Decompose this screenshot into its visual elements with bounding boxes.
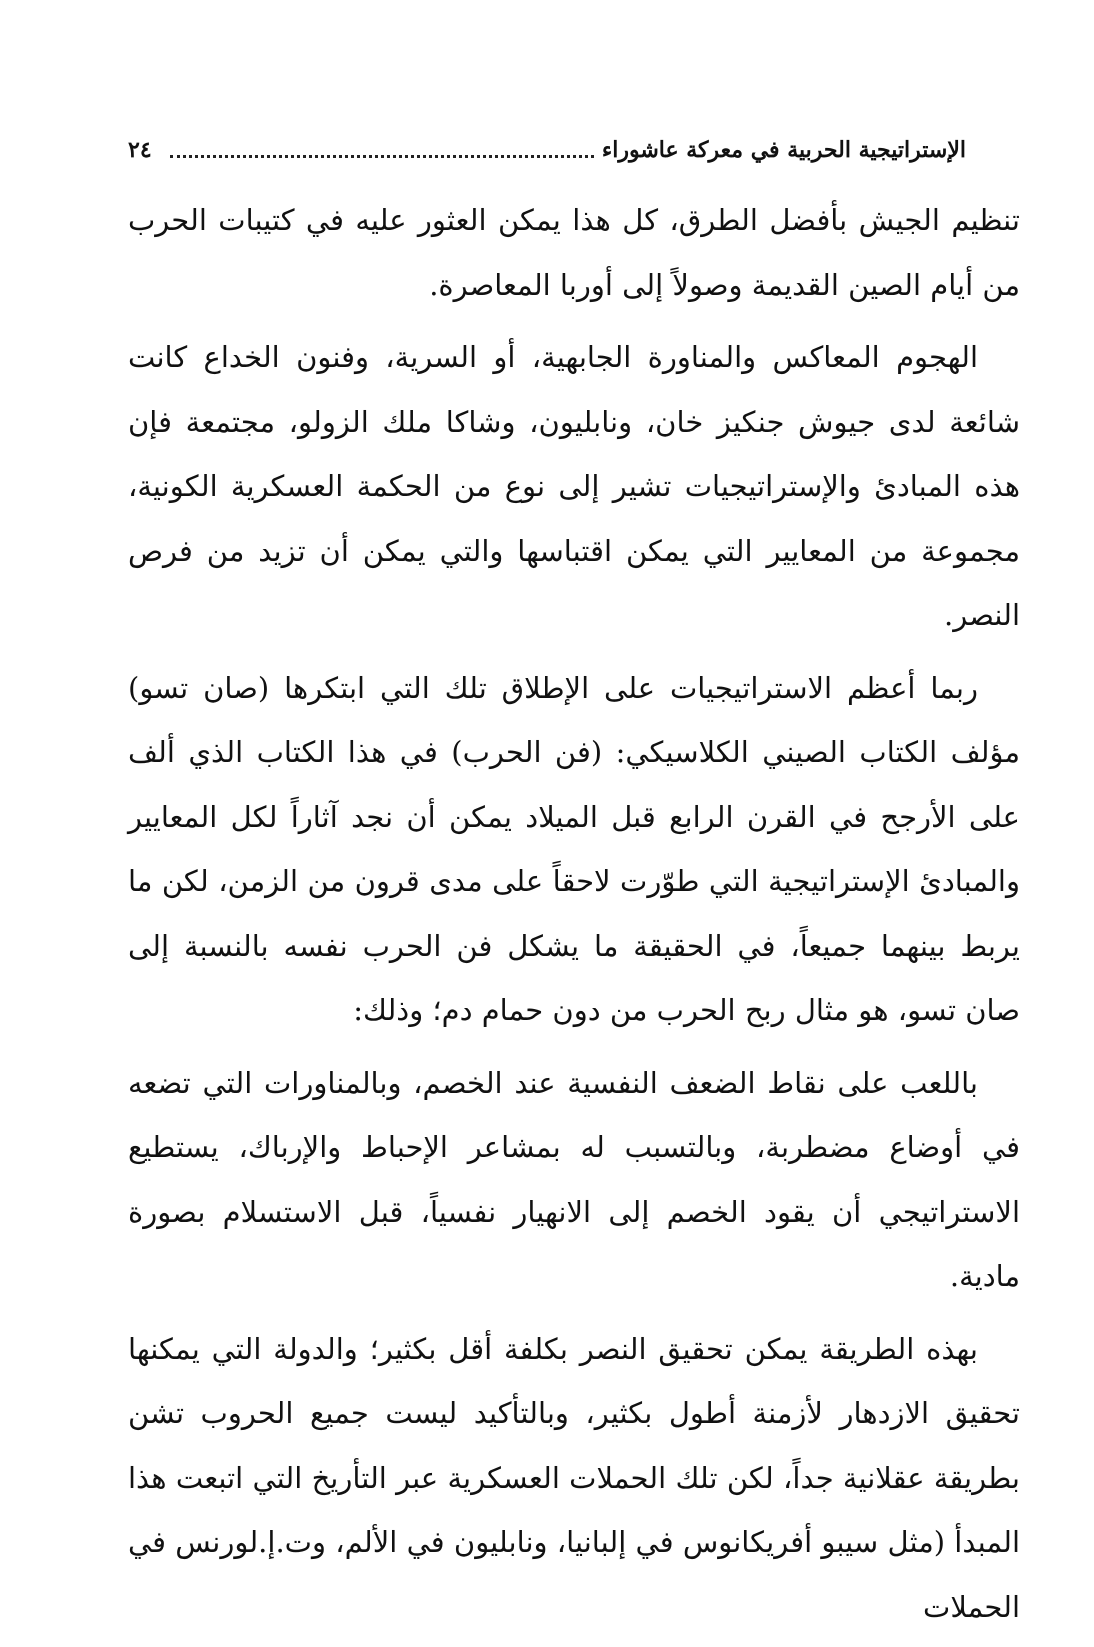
paragraph-1: تنظيم الجيش بأفضل الطرق، كل هذا يمكن العثور عليه في كتيبات الحرب من أيام الصين القديمة وصولاً إلى أوربا المعاصرة. <box>128 203 1020 302</box>
body-text <box>128 188 1020 1647</box>
running-header <box>128 130 966 170</box>
paragraph-3: ربما أعظم الاستراتيجيات على الإطلاق تلك التي ابتكرها (صان تسو) مؤلف الكتاب الصيني الكلاسيكي: (فن الحرب) في هذا الكتاب الذي ألف على الأرجح في القرن الرابع قبل الميلاد يمكن أن نجد آثاراً لكل المعايير والمبادئ الإستراتيجية التي طوّرت لاحقاً على مدى قرون من الزمن، لكن ما يربط بينهما جميعاً، في الحقيقة ما يشكل فن الحرب نفسه بالنسبة إلى صان تسو، هو مثال ربح الحرب من دون حمام دم؛ وذلك: <box>128 670 1020 1027</box>
page-number: ٢٤ <box>128 137 152 163</box>
book-title: الإستراتيجية الحربية في معركة عاشوراء <box>601 137 966 163</box>
paragraph-5: بهذه الطريقة يمكن تحقيق النصر بكلفة أقل بكثير؛ والدولة التي يمكنها تحقيق الازدهار لأزمنة أطول بكثير، وبالتأكيد ليست جميع الحروب تشن بطريقة عقلانية جداً، لكن تلك الحملات العسكرية عبر التأريخ التي اتبعت هذا المبدأ (مثل سيبو أفريكانوس في إلبانيا، ونابليون في الألم، وت.إ.لورنس في الحملات <box>128 1331 1020 1624</box>
paragraph-2: الهجوم المعاكس والمناورة الجابهية، أو السرية، وفنون الخداع كانت شائعة لدى جيوش جنكيز خان، ونابليون، وشاكا ملك الزولو، مجتمعة فإن هذه المبادئ والإستراتيجيات تشير إلى نوع من الحكمة العسكرية الكونية، مجموعة من المعايير التي يمكن اقتباسها والتي يمكن أن تزيد من فرص النصر. <box>128 340 1020 632</box>
paragraph-4: باللعب على نقاط الضعف النفسية عند الخصم، وبالمناورات التي تضعه في أوضاع مضطربة، وبالتسبب له بمشاعر الإحباط والإرباك، يستطيع الاستراتيجي أن يقود الخصم إلى الانهيار نفسياً، قبل الاستسلام بصورة مادية. <box>128 1065 1020 1293</box>
header-dot-leader <box>170 153 594 158</box>
